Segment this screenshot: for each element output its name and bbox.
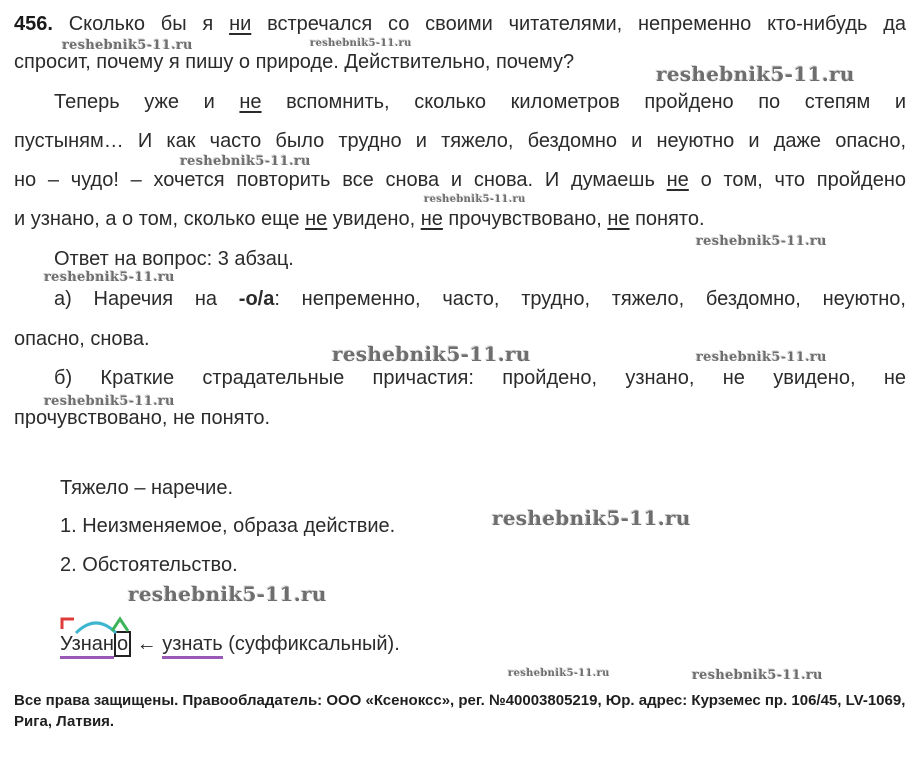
particle-underlined: не — [666, 169, 689, 191]
text-line: спросит, почему я пишу о природе. Действительно, почему? — [14, 51, 575, 73]
morpheme-marks-icon — [60, 615, 140, 637]
text-line: Теперь уже и не вспомнить, сколько километров пройдено по степям и — [54, 91, 906, 113]
analysis-item: 2. Обстоятельство. — [60, 554, 238, 576]
particle-underlined: не — [607, 208, 630, 230]
watermark: reshebnik5-11.ru — [180, 154, 311, 169]
watermark: reshebnik5-11.ru — [62, 38, 193, 53]
ending-box: о — [114, 631, 131, 657]
watermark: reshebnik5-11.ru — [508, 668, 610, 679]
watermark: reshebnik5-11.ru — [44, 394, 175, 409]
watermark: reshebnik5-11.ru — [128, 582, 327, 606]
source-word: узнать — [162, 633, 222, 659]
answer-b-line: прочувствовано, не понято. — [14, 407, 271, 429]
watermark: reshebnik5-11.ru — [692, 668, 823, 683]
watermark: reshebnik5-11.ru — [310, 38, 412, 49]
word-formation — [60, 630, 400, 658]
answer-a-line: а) Наречия на -о/а: непременно, часто, трудно, тяжело, бездомно, неуютно, — [54, 288, 906, 310]
text-line: пустыням… И как часто было трудно и тяжело, бездомно и неуютно и даже опасно, — [14, 130, 906, 152]
watermark: reshebnik5-11.ru — [656, 62, 855, 86]
derivation-arrow: ← — [131, 633, 163, 655]
particle-underlined: не — [305, 208, 328, 230]
watermark: reshebnik5-11.ru — [696, 350, 827, 365]
suffix-bold: -о/а — [238, 288, 275, 310]
watermark: reshebnik5-11.ru — [44, 270, 175, 285]
formation-type: (суффиксальный). — [222, 633, 400, 655]
watermark: reshebnik5-11.ru — [424, 194, 526, 205]
text-line: и узнано, а о том, сколько еще не увидено, не прочувствовано, не понято. — [14, 208, 705, 230]
answer-a-line: опасно, снова. — [14, 328, 150, 350]
text-line: но – чудо! – хочется повторить все снова и снова. И думаешь не о том, что пройдено — [14, 169, 906, 191]
watermark: reshebnik5-11.ru — [696, 234, 827, 249]
text-line: 456. Сколько бы я ни встречался со своими читателями, непременно кто-нибудь да — [14, 13, 907, 35]
analysis-item: 1. Неизменяемое, образа действие. — [60, 515, 396, 537]
analysis-title: Тяжело – наречие. — [60, 477, 234, 499]
answer-question: Ответ на вопрос: 3 абзац. — [54, 248, 294, 270]
exercise-number: 456. — [14, 13, 53, 35]
particle-underlined: не — [239, 91, 262, 113]
particle-underlined: не — [420, 208, 443, 230]
watermark: reshebnik5-11.ru — [492, 506, 691, 530]
watermark: reshebnik5-11.ru — [332, 342, 531, 366]
answer-b-line: б) Краткие страдательные причастия: пройдено, узнано, не увидено, не — [54, 367, 906, 389]
copyright-footer: Все права защищены. Правообладатель: ООО «Ксеноксс», рег. №40003805219, Юр. адрес: Курземес пр. 106/45, LV-1069, Рига, Латвия. — [14, 692, 906, 730]
particle-underlined: ни — [229, 13, 252, 35]
word-stem: Узнан — [60, 633, 114, 655]
